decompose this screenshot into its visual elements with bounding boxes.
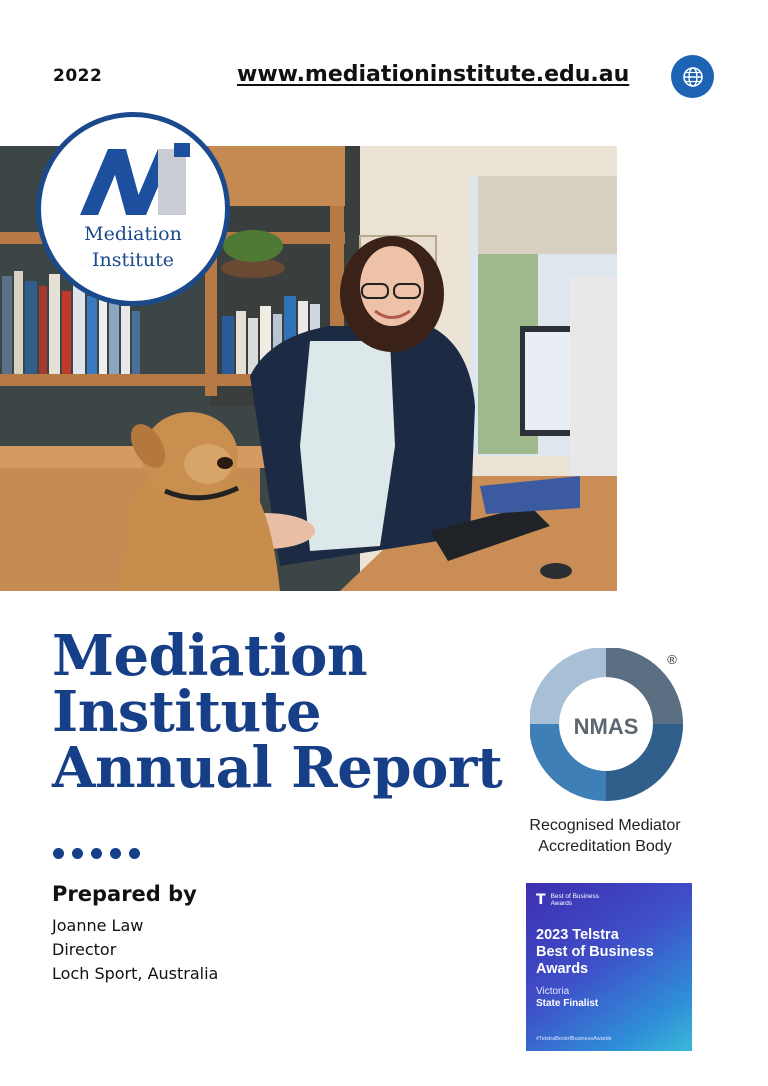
report-title	[52, 623, 503, 801]
award-title-line-3: Awards	[536, 961, 589, 977]
title-line-3: Annual Report	[52, 735, 503, 801]
award-brand-text	[551, 893, 611, 907]
dot	[91, 848, 102, 859]
award-brand-line-2: Awards	[550, 900, 573, 907]
author-name: Joanne Law	[52, 916, 144, 935]
author-location: Loch Sport, Australia	[52, 964, 219, 983]
award-title-line-2: Best of Business	[536, 944, 654, 960]
award-title	[536, 927, 682, 978]
dot	[72, 848, 83, 859]
dot	[110, 848, 121, 859]
award-brand-line-1: Best of Business	[550, 893, 599, 900]
globe-glyph	[682, 66, 704, 88]
award-title-line-1: 2023 Telstra	[536, 927, 619, 943]
nmas-caption-line-2: Accreditation Body	[538, 838, 672, 855]
nmas-badge	[530, 648, 690, 813]
nmas-caption	[515, 815, 695, 857]
dot	[129, 848, 140, 859]
award-status: State Finalist	[536, 998, 599, 1009]
award-hashtag: #TelstraBestofBusinessAwards	[536, 1036, 612, 1042]
decorative-dots	[53, 848, 140, 859]
logo-text-mediation: Mediation	[84, 223, 182, 245]
telstra-t-icon: T	[536, 892, 546, 908]
mi-monogram-icon	[74, 143, 194, 219]
award-brand	[536, 893, 682, 907]
mediation-institute-logo	[36, 112, 230, 306]
website-link[interactable]: www.mediationinstitute.edu.au	[237, 62, 630, 87]
title-line-1: Mediation	[52, 623, 368, 689]
award-region: Victoria	[536, 986, 570, 997]
title-line-2: Institute	[52, 679, 322, 745]
nmas-label: NMAS	[573, 714, 639, 739]
dot	[53, 848, 64, 859]
globe-icon[interactable]	[671, 55, 714, 98]
author-role: Director	[52, 940, 117, 959]
logo-text-institute: Institute	[92, 249, 174, 271]
telstra-award-badge	[526, 883, 692, 1051]
prepared-by-heading: Prepared by	[52, 882, 197, 906]
report-year: 2022	[53, 66, 103, 86]
nmas-caption-line-1: Recognised Mediator	[529, 817, 681, 834]
nmas-ring-icon	[530, 648, 690, 808]
registered-mark: ®	[667, 652, 677, 667]
